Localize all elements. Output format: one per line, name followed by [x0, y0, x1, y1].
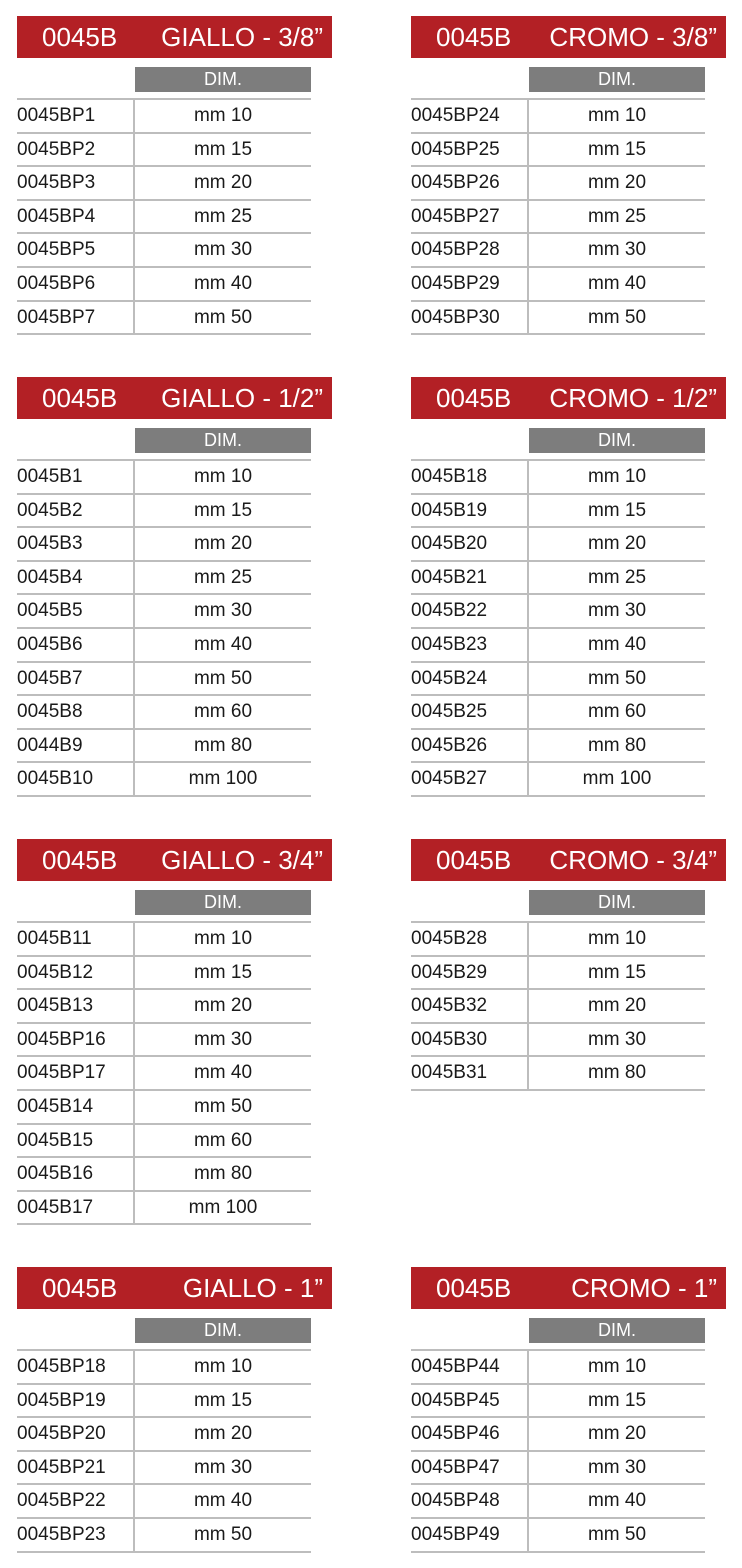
table-header-code: 0045B [42, 383, 118, 413]
article-code: 0045BP46 [411, 1418, 529, 1450]
dim-column-header: DIM. [529, 1318, 705, 1343]
article-code: 0045B13 [17, 990, 135, 1022]
dimension-value: mm 50 [587, 1523, 647, 1545]
table-row [17, 1192, 311, 1226]
article-code: 0045BP1 [17, 100, 135, 132]
dimension-value: mm 100 [188, 768, 258, 790]
article-code: 0045BP18 [17, 1351, 135, 1383]
table-row [17, 663, 311, 697]
table-row [17, 990, 311, 1024]
dimension-value: mm 15 [587, 1389, 647, 1411]
article-code: 0045B4 [17, 562, 135, 594]
dimension-value: mm 20 [193, 995, 253, 1017]
table-row [17, 1385, 311, 1419]
table-row [17, 302, 311, 336]
article-code: 0045B21 [411, 562, 529, 594]
table-header-code: 0045B [436, 845, 512, 875]
table-row [17, 763, 311, 797]
article-code: 0045B12 [17, 957, 135, 989]
dimension-value: mm 10 [587, 928, 647, 949]
table-header-title: CROMO - 3/4” [549, 845, 717, 875]
table-header-code: 0045B [436, 22, 512, 52]
article-code: 0045BP49 [411, 1519, 529, 1551]
dimension-value: mm 80 [587, 1062, 647, 1084]
table-row [411, 595, 705, 629]
table-row [411, 763, 705, 797]
dimension-value: mm 10 [193, 105, 253, 126]
table-row [17, 1091, 311, 1125]
table-header [17, 377, 332, 419]
dimension-value: mm 80 [193, 734, 253, 756]
article-code: 0044B9 [17, 730, 135, 762]
dimension-value: mm 40 [193, 1062, 253, 1084]
dim-column-header: DIM. [135, 1318, 311, 1343]
table-header [17, 16, 332, 58]
article-code: 0045BP17 [17, 1057, 135, 1089]
dimension-value: mm 40 [193, 272, 253, 294]
table-header [17, 839, 332, 881]
article-code: 0045BP22 [17, 1485, 135, 1517]
table-body [17, 98, 311, 335]
article-code: 0045B26 [411, 730, 529, 762]
dimension-value: mm 15 [193, 499, 253, 521]
dimension-value: mm 20 [193, 1423, 253, 1445]
dimension-value: mm 20 [193, 172, 253, 194]
table-row [17, 1485, 311, 1519]
table-row [411, 461, 705, 495]
article-code: 0045BP30 [411, 302, 529, 334]
article-code: 0045BP25 [411, 134, 529, 166]
table-header-code: 0045B [436, 1273, 512, 1303]
dimension-value: mm 30 [587, 239, 647, 261]
article-code: 0045BP3 [17, 167, 135, 199]
dimension-value: mm 20 [193, 533, 253, 555]
dim-column-header: DIM. [529, 428, 705, 453]
table-body [17, 1349, 311, 1553]
table-header [411, 16, 726, 58]
table-header-title: CROMO - 1/2” [549, 383, 717, 413]
table-row [411, 1418, 705, 1452]
article-code: 0045B22 [411, 595, 529, 627]
table-row [411, 923, 705, 957]
table-row [17, 1158, 311, 1192]
article-code: 0045B2 [17, 495, 135, 527]
table-row [17, 201, 311, 235]
dim-column-header: DIM. [529, 890, 705, 915]
article-code: 0045B3 [17, 528, 135, 560]
article-code: 0045BP29 [411, 268, 529, 300]
table-row [17, 730, 311, 764]
article-code: 0045B8 [17, 696, 135, 728]
dimension-value: mm 60 [193, 701, 253, 723]
table-row [411, 562, 705, 596]
article-code: 0045BP2 [17, 134, 135, 166]
table-row [17, 1125, 311, 1159]
table-row [411, 957, 705, 991]
dimension-value: mm 60 [193, 1129, 253, 1151]
dimension-value: mm 15 [193, 961, 253, 983]
dimension-value: mm 100 [188, 1196, 258, 1218]
table-row [17, 1057, 311, 1091]
table-row [411, 268, 705, 302]
dimension-value: mm 30 [193, 600, 253, 622]
article-code: 0045B28 [411, 923, 529, 955]
table-row [17, 1452, 311, 1486]
dimension-value: mm 10 [587, 105, 647, 126]
article-code: 0045B14 [17, 1091, 135, 1123]
dimension-value: mm 40 [193, 633, 253, 655]
dimension-value: mm 30 [193, 1456, 253, 1478]
article-code: 0045BP21 [17, 1452, 135, 1484]
article-code: 0045B17 [17, 1192, 135, 1224]
table-row [411, 1351, 705, 1385]
article-code: 0045BP45 [411, 1385, 529, 1417]
table-row [17, 100, 311, 134]
dimension-value: mm 100 [582, 768, 652, 790]
dimension-value: mm 40 [193, 1490, 253, 1512]
article-code: 0045B7 [17, 663, 135, 695]
table-header-title: GIALLO - 3/4” [161, 845, 323, 875]
table-row [17, 595, 311, 629]
dimension-value: mm 30 [587, 1028, 647, 1050]
table-row [411, 629, 705, 663]
dimension-value: mm 30 [587, 1456, 647, 1478]
table-header-title: CROMO - 1” [571, 1273, 717, 1303]
article-code: 0045B10 [17, 763, 135, 795]
table-row [411, 730, 705, 764]
table-header-code: 0045B [42, 22, 118, 52]
article-code: 0045BP5 [17, 234, 135, 266]
table-row [17, 461, 311, 495]
dim-column-header: DIM. [135, 890, 311, 915]
dimension-value: mm 50 [193, 1523, 253, 1545]
table-row [411, 663, 705, 697]
table-row [411, 201, 705, 235]
article-code: 0045B24 [411, 663, 529, 695]
table-row [411, 1485, 705, 1519]
article-code: 0045BP7 [17, 302, 135, 334]
dimension-value: mm 10 [587, 466, 647, 487]
table-body [411, 1349, 705, 1553]
article-code: 0045B15 [17, 1125, 135, 1157]
dim-column-header: DIM. [135, 428, 311, 453]
table-header [411, 839, 726, 881]
table-row [411, 234, 705, 268]
table-header [411, 1267, 726, 1309]
dimension-value: mm 20 [587, 172, 647, 194]
table-body [411, 921, 705, 1091]
article-code: 0045BP4 [17, 201, 135, 233]
article-code: 0045B16 [17, 1158, 135, 1190]
article-code: 0045B18 [411, 461, 529, 493]
article-code: 0045BP16 [17, 1024, 135, 1056]
table-header [17, 1267, 332, 1309]
table-row [411, 1024, 705, 1058]
table-row [411, 167, 705, 201]
dimension-value: mm 15 [193, 138, 253, 160]
dimension-value: mm 25 [193, 205, 253, 227]
article-code: 0045BP19 [17, 1385, 135, 1417]
table-row [17, 923, 311, 957]
table-row [17, 1024, 311, 1058]
table-row [17, 1351, 311, 1385]
dimension-value: mm 10 [193, 466, 253, 487]
table-header-code: 0045B [42, 1273, 118, 1303]
article-code: 0045BP20 [17, 1418, 135, 1450]
table-header-title: GIALLO - 1” [182, 1273, 323, 1303]
article-code: 0045BP26 [411, 167, 529, 199]
article-code: 0045BP47 [411, 1452, 529, 1484]
dimension-value: mm 30 [193, 1028, 253, 1050]
article-code: 0045BP27 [411, 201, 529, 233]
dimension-value: mm 80 [587, 734, 647, 756]
article-code: 0045B32 [411, 990, 529, 1022]
article-code: 0045BP23 [17, 1519, 135, 1551]
dimension-value: mm 20 [587, 533, 647, 555]
dimension-value: mm 25 [587, 566, 647, 588]
dimension-value: mm 10 [193, 1356, 253, 1377]
table-header-title: GIALLO - 1/2” [161, 383, 323, 413]
table-row [411, 100, 705, 134]
dimension-value: mm 25 [193, 566, 253, 588]
table-row [17, 234, 311, 268]
dimension-value: mm 40 [587, 272, 647, 294]
dimension-value: mm 30 [587, 600, 647, 622]
table-row [411, 990, 705, 1024]
article-code: 0045B1 [17, 461, 135, 493]
dimension-value: mm 30 [193, 239, 253, 261]
dimension-value: mm 15 [193, 1389, 253, 1411]
table-row [411, 134, 705, 168]
dimension-value: mm 20 [587, 995, 647, 1017]
table-row [17, 528, 311, 562]
dimension-value: mm 10 [587, 1356, 647, 1377]
table-row [411, 495, 705, 529]
table-body [17, 921, 311, 1225]
table-row [17, 134, 311, 168]
article-code: 0045B5 [17, 595, 135, 627]
dimension-value: mm 15 [587, 961, 647, 983]
dim-column-header: DIM. [135, 67, 311, 92]
table-row [17, 1519, 311, 1553]
article-code: 0045B19 [411, 495, 529, 527]
table-row [17, 629, 311, 663]
table-row [17, 696, 311, 730]
article-code: 0045BP28 [411, 234, 529, 266]
table-row [411, 1519, 705, 1553]
article-code: 0045B30 [411, 1024, 529, 1056]
table-row [411, 696, 705, 730]
article-code: 0045BP24 [411, 100, 529, 132]
table-header-title: GIALLO - 3/8” [161, 22, 323, 52]
dimension-value: mm 40 [587, 1490, 647, 1512]
table-row [411, 302, 705, 336]
table-row [17, 1418, 311, 1452]
table-row [17, 167, 311, 201]
article-code: 0045BP44 [411, 1351, 529, 1383]
table-body [411, 459, 705, 797]
table-row [411, 1385, 705, 1419]
article-code: 0045B29 [411, 957, 529, 989]
dimension-value: mm 20 [587, 1423, 647, 1445]
dimension-value: mm 50 [193, 306, 253, 328]
table-row [411, 1452, 705, 1486]
table-row [17, 495, 311, 529]
table-body [411, 98, 705, 335]
dimension-value: mm 10 [193, 928, 253, 949]
dimension-value: mm 50 [587, 306, 647, 328]
table-row [411, 528, 705, 562]
table-header-title: CROMO - 3/8” [549, 22, 717, 52]
article-code: 0045B23 [411, 629, 529, 661]
dim-column-header: DIM. [529, 67, 705, 92]
dimension-value: mm 25 [587, 205, 647, 227]
article-code: 0045BP48 [411, 1485, 529, 1517]
table-header-code: 0045B [436, 383, 512, 413]
article-code: 0045B6 [17, 629, 135, 661]
dimension-value: mm 80 [193, 1163, 253, 1185]
dimension-value: mm 60 [587, 701, 647, 723]
table-row [17, 957, 311, 991]
table-body [17, 459, 311, 797]
article-code: 0045B27 [411, 763, 529, 795]
dimension-value: mm 50 [587, 667, 647, 689]
dimension-value: mm 15 [587, 138, 647, 160]
article-code: 0045B20 [411, 528, 529, 560]
table-row [411, 1057, 705, 1091]
dimension-value: mm 50 [193, 1095, 253, 1117]
article-code: 0045B31 [411, 1057, 529, 1089]
dimension-value: mm 50 [193, 667, 253, 689]
table-header [411, 377, 726, 419]
dimension-value: mm 40 [587, 633, 647, 655]
table-header-code: 0045B [42, 845, 118, 875]
table-row [17, 268, 311, 302]
table-row [17, 562, 311, 596]
article-code: 0045BP6 [17, 268, 135, 300]
dimension-value: mm 15 [587, 499, 647, 521]
article-code: 0045B25 [411, 696, 529, 728]
article-code: 0045B11 [17, 923, 135, 955]
